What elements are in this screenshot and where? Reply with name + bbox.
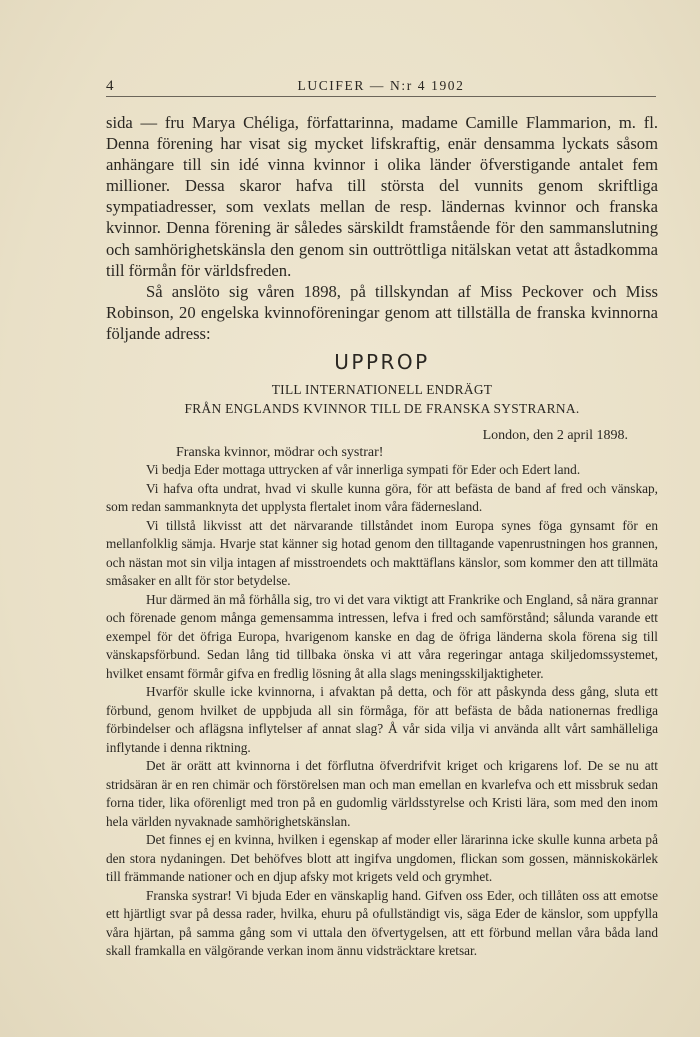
letter-paragraph: Det är orätt att kvinnorna i det förflutna öfverdrifvit kriget och krigarens lof. De se nu att stridsäran är en ren chimär och förstörelsen man och man emellan en kvarlefva och ett missbruk sedan forna tider, lika oförenligt med tron på en gudomlig världsstyrelse och Kristi lära, som med den inom hela världen nyvaknade samhörighetskänslan. xyxy=(106,758,658,829)
body-paragraph: sida — fru Marya Chéliga, författarinna, madame Camille Flammarion, m. fl. Denna förening har visat sig mycket lifskraftig, enär densamma lyckats såsom anhängare till sin idé vinna kvinnor i olika länder öfverstigande antalet fem millioner. Dessa skaror hafva till största del vunnits genom skriftliga sympatiadresser, som vexlats mellan de resp. ländernas kvinnor och franska kvinnor. Denna förening är således särskildt framstående för den sammanslutning och samhörighetskänsla den genom sin outtröttliga nitälskan vetat att åstadkomma till förmån för världsfreden. xyxy=(106,113,658,280)
letter-paragraph: Vi hafva ofta undrat, hvad vi skulle kunna göra, för att befästa de band af fred och vänskap, som redan sammanknyta det upplysta flertalet inom våra fädernesland. xyxy=(106,480,658,515)
letter-paragraph: Vi tillstå likvisst att det närvarande tillståndet inom Europa synes föga gynsamt för en mellanfolklig sämja. Hvarje stat känner sig hotad genom den tilltagande vapenrustningen hos grannen, och nästan mot sin vilja intagen af misstroendets och makttäflans känslor, som kommer den att tillmäta småsaker en allt för stor betydelse. xyxy=(106,517,658,589)
page-number: 4 xyxy=(106,78,114,94)
letter-salutation: Franska kvinnor, mödrar och systrar! xyxy=(176,445,384,461)
body-text xyxy=(106,112,658,344)
letter-body xyxy=(106,461,658,961)
running-header xyxy=(106,78,656,97)
appeal-subtitle: FRÅN ENGLANDS KVINNOR TILL DE FRANSKA SYSTRARNA. xyxy=(184,401,580,417)
letter-paragraph: Det finnes ej en kvinna, hvilken i egenskap af moder eller lärarinna icke skulle kunna arbeta på den stora nydaningen. Det behöfves blott att ingifva ungdomen, flickan som gossen, människokärlek till främmande nationer och en djup afsky mot krigets veld och grymhet. xyxy=(106,832,658,885)
letter-paragraph: Hur därmed än må förhålla sig, tro vi det vara viktigt att Frankrike och England, så nära grannar och förenade genom många gemensamma intressen, lefva i fred och samförstånd; sålunda varande ett exempel för det öfriga Europa, hvarigenom kanske en dag de öfriga länderna skola förena sig till vänskapsförbund. Sedan lång tid tillbaka önska vi att våra regeringar antaga skiljedomssystemet, hvilket ensamt förmår gifva en fredlig lösning åt alla slags meningsskiljaktigheter. xyxy=(106,591,658,681)
body-paragraph: Så anslöto sig våren 1898, på tillskyndan af Miss Peckover och Miss Robinson, 20 engelska kvinnoföreningar genom att tillställa de franska kvinnorna följande adress: xyxy=(106,281,658,343)
appeal-letter xyxy=(106,428,658,961)
letter-paragraph: Hvarför skulle icke kvinnorna, i afvaktan på detta, och för att påskynda dess gång, sluta ett förbund, genom hvilket de uppbjuda all sin förmåga, för att befästa de båda nationernas fredliga förbindelser och aflägsna inflytelser af annat slag? Å vår sida vilja vi använda allt vårt samhälleliga inflytande i denna riktning. xyxy=(106,684,658,755)
letter-paragraph: Vi bedja Eder mottaga uttrycken af vår innerliga sympati för Eder och Edert land. xyxy=(146,462,581,478)
running-title: LUCIFER — N:r 4 1902 xyxy=(297,78,465,93)
appeal-title: UPPROP xyxy=(334,350,430,375)
text-block xyxy=(106,112,658,961)
letter-dateline: London, den 2 april 1898. xyxy=(482,428,628,444)
appeal-subtitle: TILL INTERNATIONELL ENDRÄGT xyxy=(271,382,493,398)
letter-paragraph: Franska systrar! Vi bjuda Eder en vänskaplig hand. Gifven oss Eder, och tillåten oss att emotse ett hjärtligt svar på dessa rader, hvilka, ehuru på ofullständigt vis, säga Eder de känslor, som uppfylla våra hjärtan, på samma gång som vi uttala den öfvertygelsen, att ett förbund mellan våra båda land skall framkalla en välgörande verkan inom ännu vidsträcktare kretsar. xyxy=(106,887,658,959)
